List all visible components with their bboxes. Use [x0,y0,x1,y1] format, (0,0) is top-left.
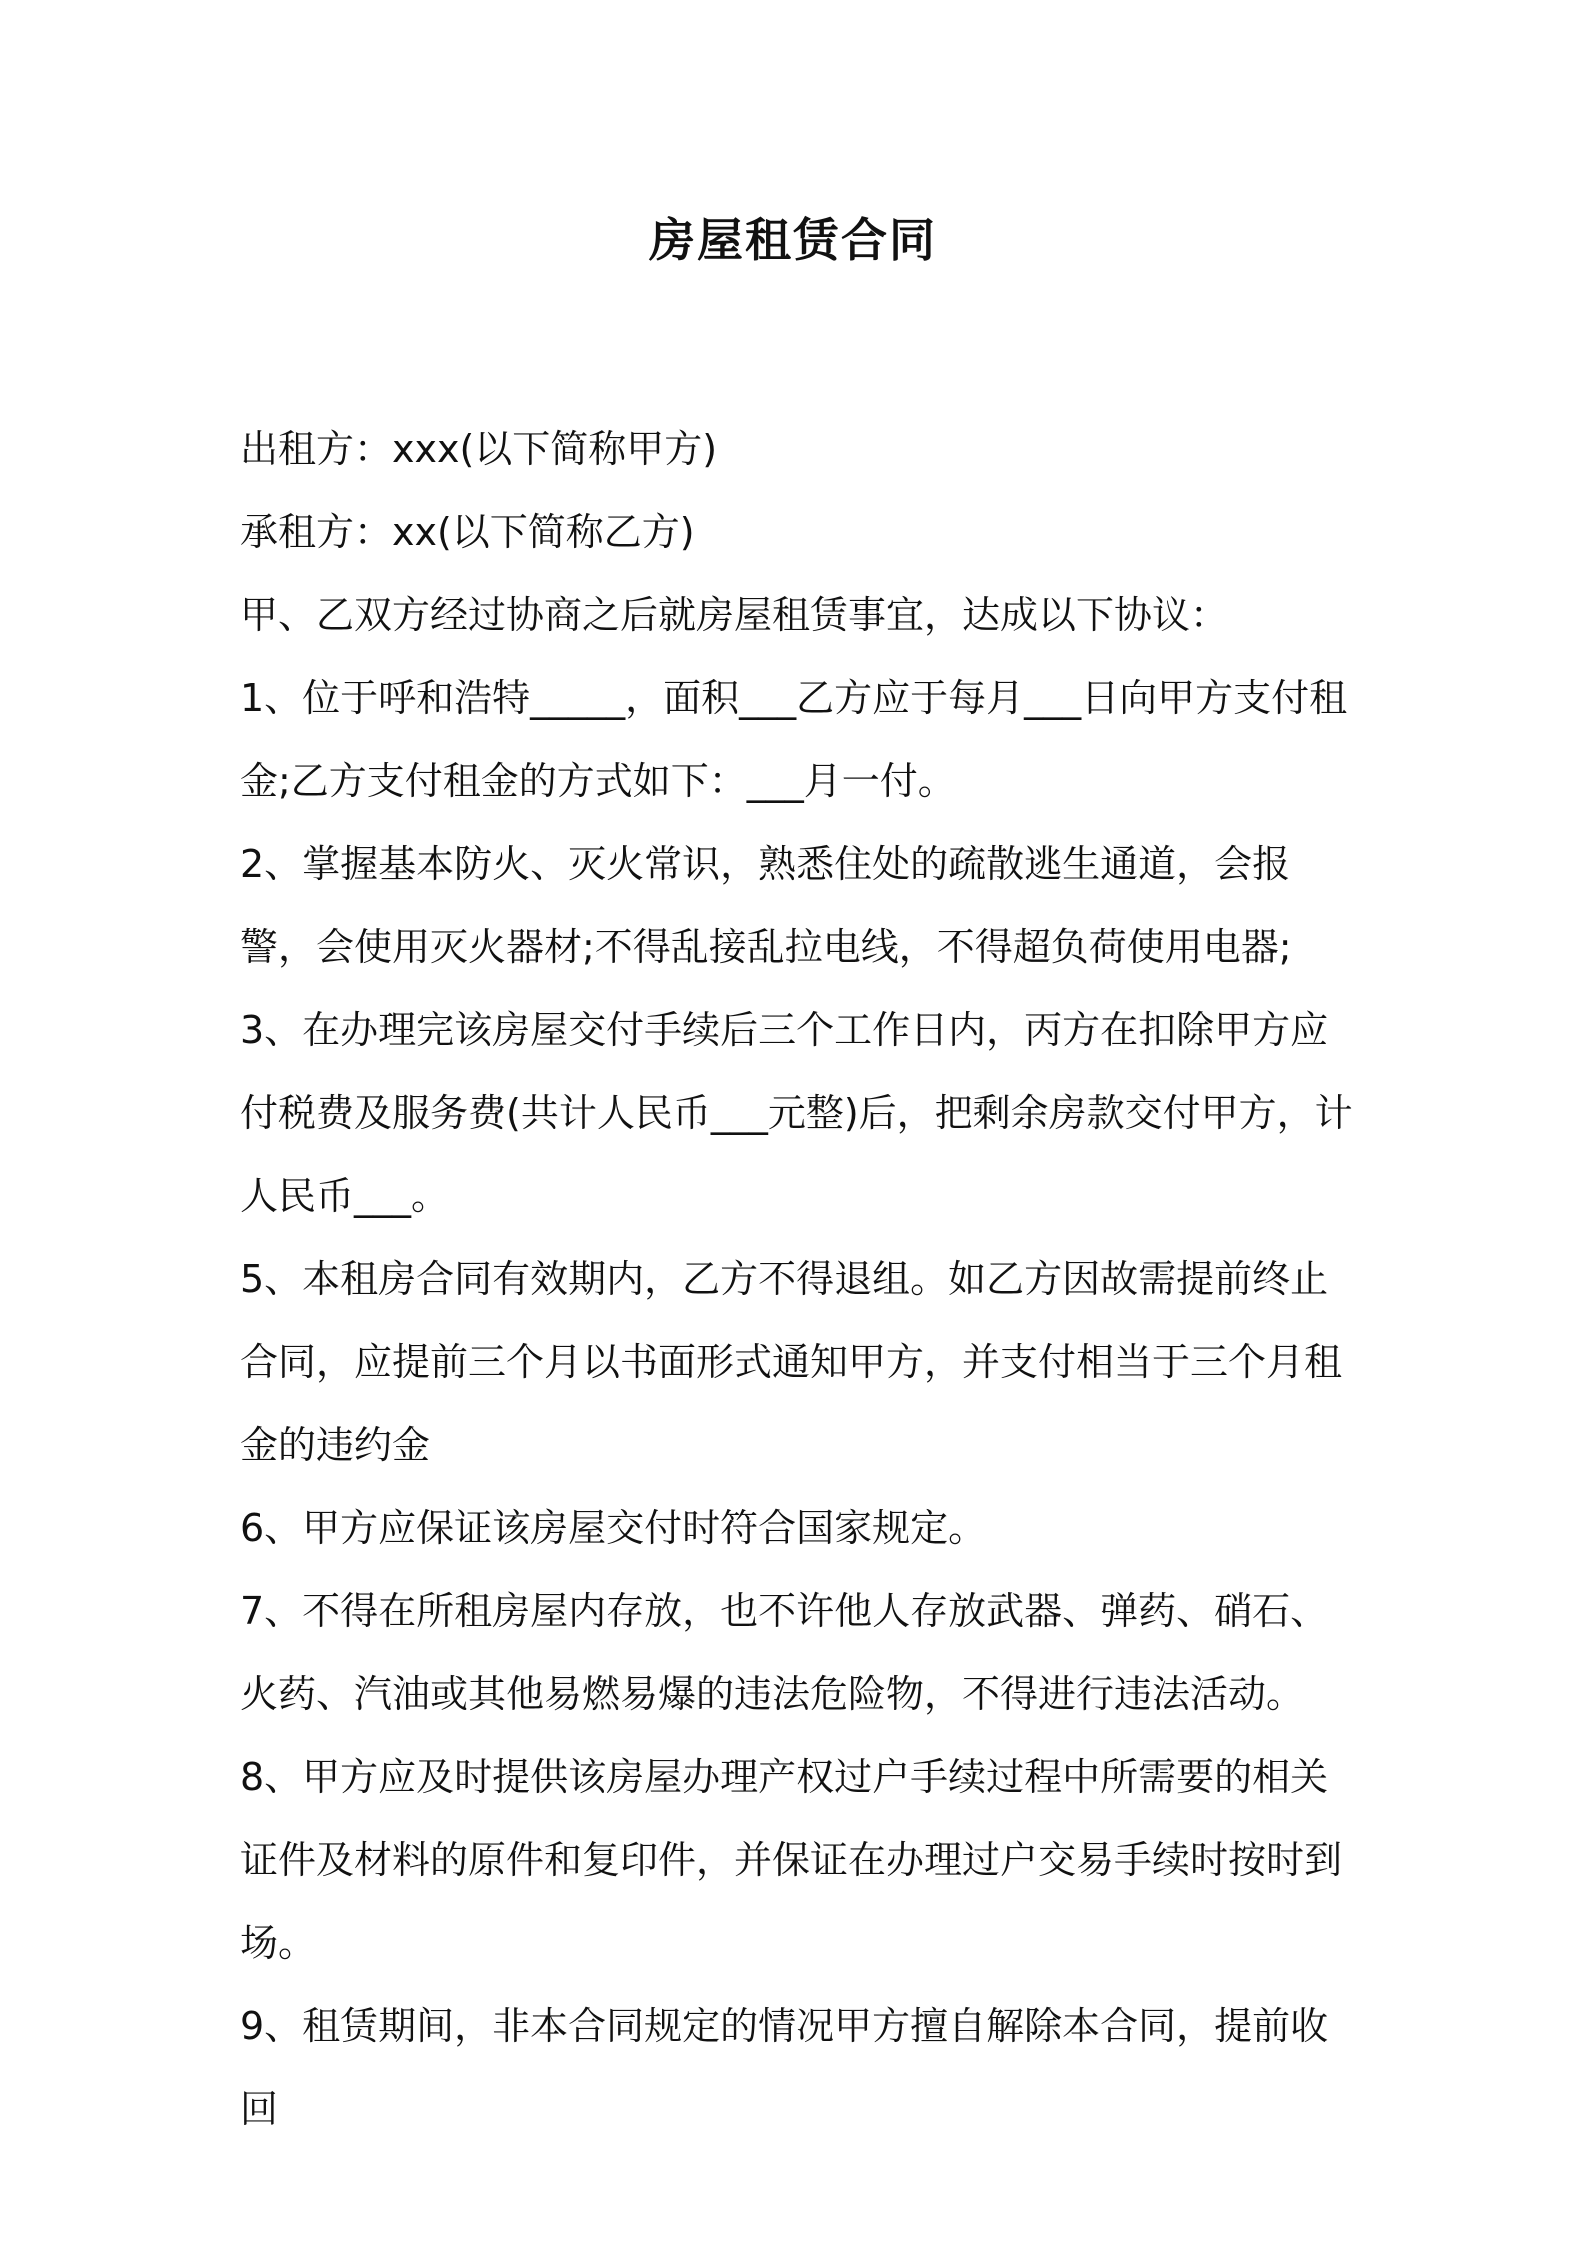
paragraph-clause-9: 9、租赁期间，非本合同规定的情况甲方擅自解除本合同，提前收回 [240,2004,1329,2131]
paragraph-clause-5: 5、本租房合同有效期内，乙方不得退组。如乙方因故需提前终止合同，应提前三个月以书面形式通知甲方，并支付相当于三个月租金的违约金 [240,1257,1343,1467]
paragraph-clause-7: 7、不得在所租房屋内存放，也不许他人存放武器、弹药、硝石、火药、汽油或其他易燃易爆的违法危险物，不得进行违法活动。 [240,1589,1329,1716]
document-body [240,408,1360,2151]
paragraph-clause-3: 3、在办理完该房屋交付手续后三个工作日内，丙方在扣除甲方应付税费及服务费(共计人民币___元整)后，把剩余房款交付甲方，计人民币___。 [240,1008,1353,1218]
paragraph-clause-6: 6、甲方应保证该房屋交付时符合国家规定。 [240,1506,987,1550]
paragraph-clause-8: 8、甲方应及时提供该房屋办理产权过户手续过程中所需要的相关证件及材料的原件和复印件，并保证在办理过户交易手续时按时到场。 [240,1755,1343,1965]
paragraph-lessee: 承租方：xx(以下简称乙方) [240,510,695,554]
paragraph-clause-2: 2、掌握基本防火、灭火常识，熟悉住处的疏散逃生通道，会报警，会使用灭火器材;不得乱接乱拉电线，不得超负荷使用电器; [240,842,1292,969]
paragraph-lessor: 出租方：xxx(以下简称甲方) [240,427,718,471]
document-title: 房屋租赁合同 [649,213,937,267]
paragraph-clause-1: 1、位于呼和浩特_____，面积___乙方应于每月___日向甲方支付租金;乙方支付租金的方式如下：___月一付。 [240,676,1348,803]
paragraph-agreement-intro: 甲、乙双方经过协商之后就房屋租赁事宜，达成以下协议： [240,593,1229,637]
